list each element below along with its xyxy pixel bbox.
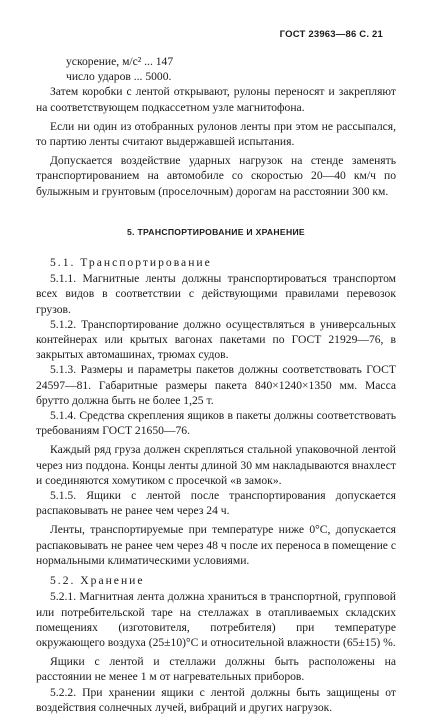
paragraph: Если ни один из отобранных рулонов ленты при этом не рассыпался, то партию ленты считают выдержавшей испытания. xyxy=(36,119,396,149)
paragraph: 5.1.1. Магнитные ленты должны транспортироваться транспортом всех видов в соответствии с действующими правилами перевозок грузов. xyxy=(36,272,396,316)
subsection-heading: 5.2. Хранение xyxy=(50,574,145,588)
paragraph: Затем коробки с лентой открывают, рулоны переносят и закрепляют на соответствующем подкассетном узле магнитофона. xyxy=(36,85,396,114)
paragraph: Каждый ряд груза должен скрепляться стальной упаковочной лентой через низ поддона. Концы ленты длиной 30 мм накладываются внахлест и соединяются хомутиком с просечкой «в замок». xyxy=(36,443,396,487)
paragraph: 5.2.2. При хранении ящики с лентой должны быть защищены от воздействия солнечных лучей, вибраций и других нагрузок. xyxy=(36,685,396,714)
paragraph: Допускается воздействие ударных нагрузок на стенде заменять транспортированием на автомобиле со скоростью 20—40 км/ч по булыжным и грунтовым (проселочным) дорогам на расстоянии 300 км. xyxy=(36,154,396,198)
text-line: ускорение, м/с² ... 147 xyxy=(66,55,174,68)
paragraph: 5.1.5. Ящики с лентой после транспортирования допускается распаковывать не ранее чем через 24 ч. xyxy=(36,489,396,518)
paragraph: 5.1.3. Размеры и параметры пакетов должны соответствовать ГОСТ 24597—81. Габаритные размеры пакета 840×1240×1350 мм. Масса брутто должна быть не более 1,25 т. xyxy=(36,363,396,407)
page-body xyxy=(36,54,396,715)
paragraph: 5.2.1. Магнитная лента должна храниться в транспортной, групповой или потребительской таре на стеллажах в отапливаемых складских помещениях (изготовителя, потребителя) при температуре окружающего воздуха (25±10)°C и относительной влажности (65±15) %. xyxy=(36,590,396,649)
paragraph: 5.1.2. Транспортирование должно осуществляться в универсальных контейнерах или крытых вагонах пакетами по ГОСТ 21929—76, в закрытых автомашинах, трюмах судов. xyxy=(36,317,396,362)
subsection-heading: 5.1. Транспортирование xyxy=(50,256,212,270)
paragraph: 5.1.4. Средства скрепления ящиков в пакеты должны соответствовать требованиям ГОСТ 21650—76. xyxy=(36,409,396,438)
section-title: 5. ТРАНСПОРТИРОВАНИЕ И ХРАНЕНИЕ xyxy=(127,226,305,237)
paragraph: Ящики с лентой и стеллажи должны быть расположены на расстоянии не менее 1 м от нагревательных приборов. xyxy=(36,655,396,684)
page-header: ГОСТ 23963—86 С. 21 xyxy=(279,29,383,40)
text-line: число ударов ... 5000. xyxy=(66,70,172,84)
paragraph: Ленты, транспортируемые при температуре ниже 0°C, допускается распаковывать не ранее чем через 48 ч после их переноса в помещение с нормальными климатическими условиями. xyxy=(36,523,396,567)
